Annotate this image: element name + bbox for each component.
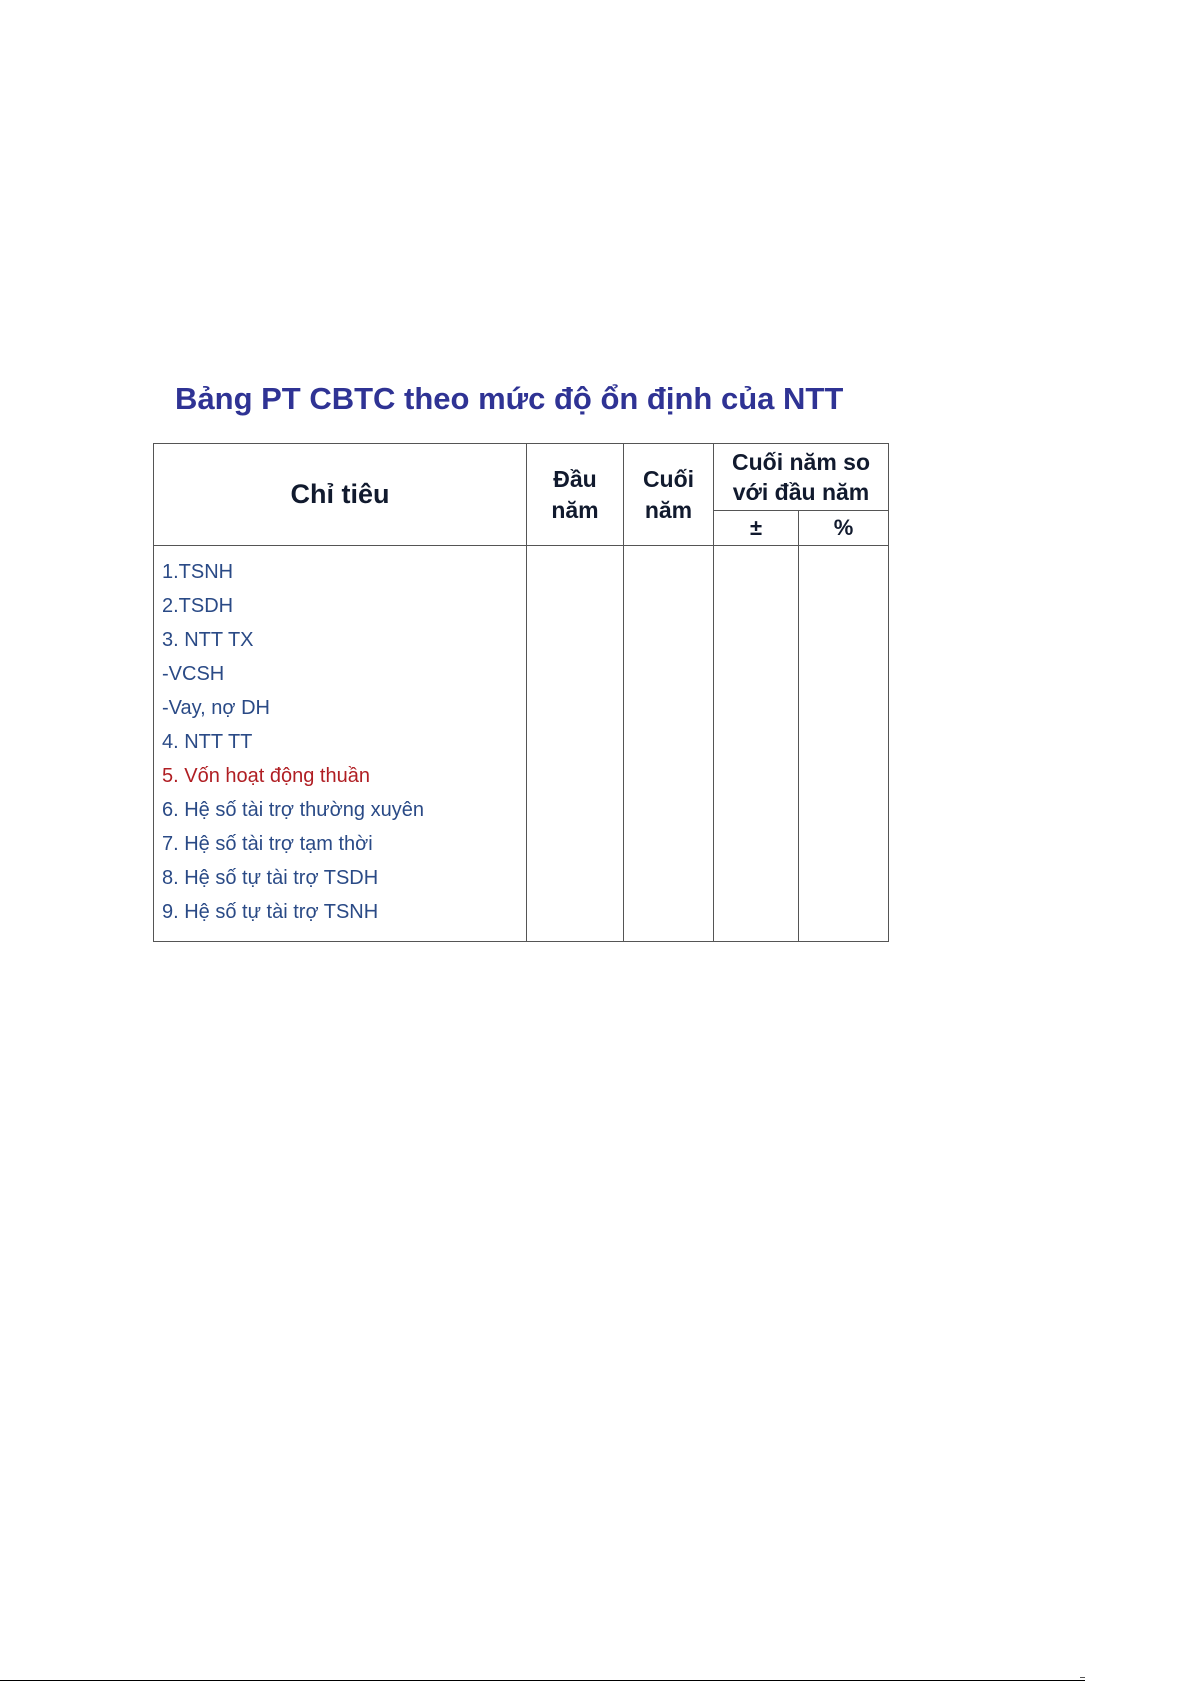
header-indicator: Chỉ tiêu — [154, 444, 527, 546]
list-item: 6. Hệ số tài trợ thường xuyên — [162, 799, 424, 821]
list-item: 2.TSDH — [162, 595, 234, 617]
page-title: Bảng PT CBTC theo mức độ ổn định của NTT — [175, 381, 844, 416]
list-item: 1.TSNH — [162, 561, 234, 583]
indicator-table — [153, 443, 889, 942]
header-end-year-line1: Cuối — [642, 465, 695, 492]
list-item-highlighted: 5. Vốn hoạt động thuần — [162, 765, 370, 787]
header-end-year — [624, 444, 714, 546]
header-start-year — [527, 444, 624, 546]
list-item: -Vay, nợ DH — [162, 697, 270, 719]
list-item: 4. NTT TT — [162, 731, 253, 753]
footer-divider — [0, 1680, 1085, 1681]
end-year-values-cell — [624, 546, 714, 942]
indicator-list-cell — [154, 546, 527, 942]
header-end-year-line2: năm — [644, 496, 693, 523]
list-item: -VCSH — [162, 663, 225, 685]
list-item: 9. Hệ số tự tài trợ TSNH — [162, 901, 379, 923]
header-percent: % — [799, 511, 889, 546]
header-start-year-line2: năm — [551, 496, 599, 523]
header-start-year-line1: Đầu — [553, 465, 597, 492]
header-difference: ± — [714, 511, 799, 546]
percent-values-cell — [799, 546, 889, 942]
start-year-values-cell — [527, 546, 624, 942]
list-item: 3. NTT TX — [162, 629, 254, 651]
indicator-list — [154, 546, 526, 941]
header-comparison-line1: Cuối năm so — [732, 449, 871, 475]
footer-divider-tick — [1080, 1677, 1085, 1678]
difference-values-cell — [714, 546, 799, 942]
header-comparison-line2: với đầu năm — [732, 479, 870, 505]
list-item: 7. Hệ số tài trợ tạm thời — [162, 833, 373, 855]
header-comparison — [714, 444, 889, 511]
list-item: 8. Hệ số tự tài trợ TSDH — [162, 867, 379, 889]
